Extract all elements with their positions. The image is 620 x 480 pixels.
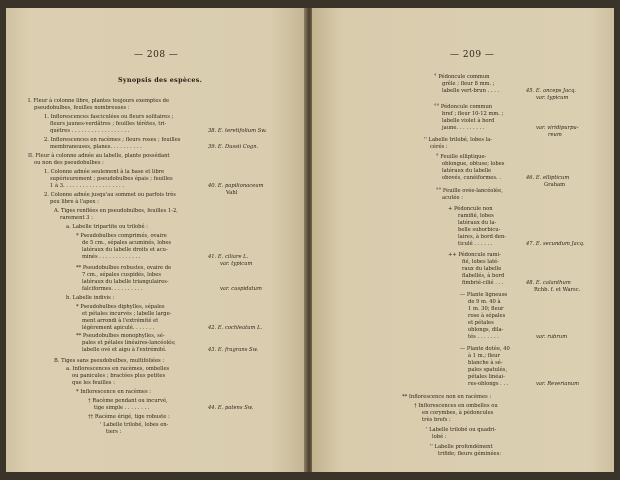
text-line: lobé : bbox=[432, 434, 447, 440]
text-line: '' Labelle profondément bbox=[430, 444, 493, 450]
text-line: ++ Pédoncule rami- bbox=[448, 252, 501, 258]
text-line: ° Pédoncule commun bbox=[434, 74, 490, 80]
text-line: oblongue, obtuse; lobes bbox=[442, 161, 505, 167]
species-variety: var. rubrum bbox=[536, 334, 568, 340]
text-line: supérieurement ; pseudobulbes épais ; feuilles bbox=[50, 176, 173, 182]
section-heading: Synopsis des espèces. bbox=[118, 76, 203, 84]
species-author: Graham bbox=[544, 182, 566, 188]
text-line: * Pseudobulbes comprimés, ovaire bbox=[76, 233, 167, 239]
text-line: cérés : bbox=[430, 144, 448, 150]
text-line: II. Fleur à colonne adnée au labelle, plante possédant bbox=[28, 153, 170, 159]
text-line: latéraux du la- bbox=[458, 220, 497, 226]
text-line: acutée : bbox=[442, 195, 463, 201]
page-number-left: — 208 — bbox=[134, 50, 179, 60]
species-name: 40. E. papilionaceum bbox=[208, 183, 264, 189]
text-line: † Racème pendant ou incurvé, bbox=[88, 398, 168, 404]
text-line: 1. Inflorescences fasciculées ou fleurs solitaires ; bbox=[44, 114, 174, 120]
text-line: 2. Inflorescences en racèmes ; fleurs roses ; feuilles bbox=[44, 137, 181, 143]
text-line: tige simple . . . . . . . . bbox=[94, 405, 150, 411]
text-line: blanche à sé- bbox=[468, 360, 503, 366]
species-variety: var. typicum bbox=[220, 261, 253, 267]
text-line: * Inflorescence en racèmes : bbox=[76, 389, 152, 395]
text-line: bref ; fleur 10-12 mm. ; bbox=[442, 111, 504, 117]
text-line: pétales linéai- bbox=[468, 374, 505, 380]
text-line: B. Tiges sans pseudobulbes, multifoliées : bbox=[54, 358, 165, 364]
text-line: obovés, cunéiformes. . bbox=[442, 175, 501, 181]
text-line: latéraux du labelle droits et acu- bbox=[82, 247, 168, 253]
text-line: 7 cm., sépales cuspidés, lobes bbox=[82, 272, 161, 278]
text-line: a. Labelle tripartite ou trilobé : bbox=[66, 224, 148, 230]
text-line: fimbrié-cilié . . . bbox=[462, 280, 504, 286]
text-line: trifide; fleurs géminées: bbox=[438, 451, 501, 457]
text-line: ** Pseudobulbes monophylles, sé- bbox=[76, 333, 165, 339]
text-line: latéraux du labelle bbox=[442, 168, 492, 174]
species-name: 41. E. ciliare L. bbox=[208, 254, 249, 260]
text-line: ° Feuille elliptique- bbox=[436, 154, 487, 160]
text-line: ou non des pseudobulbes : bbox=[34, 160, 104, 166]
text-line: — Plante dotée, 40 bbox=[460, 346, 510, 352]
species-name: 38. E. teretifolium Sw. bbox=[208, 128, 267, 134]
text-line: jaune. . . . . . . . . bbox=[442, 125, 485, 131]
text-line: ramifié, lobes bbox=[458, 213, 494, 219]
text-line: en corymbes, à pédoncules bbox=[422, 410, 494, 416]
text-line: tés . . . . . . . bbox=[468, 334, 499, 340]
species-author: Rchb. f. et Warsc. bbox=[534, 287, 581, 293]
text-line: à 1 m.; fleur bbox=[468, 353, 501, 359]
species-name: 47. E. secundum Jacq. bbox=[526, 241, 585, 247]
text-line: quètres . . . . . . . . . . . . . . . . . . bbox=[50, 128, 130, 134]
text-line: et pétales bbox=[468, 320, 494, 326]
text-line: que les feuilles : bbox=[72, 380, 115, 386]
species-author: Vahl bbox=[226, 190, 238, 196]
species-variety: var. cuspidatum bbox=[220, 286, 262, 292]
text-line: ' Labelle trilobé, lobes en- bbox=[100, 422, 169, 428]
text-line: pales et pétales linéaires-lancéolés; bbox=[82, 340, 176, 346]
species-name: 43. E. fragrans Sw. bbox=[208, 347, 259, 353]
text-line: minés . . . . . . . . . . . . . bbox=[82, 254, 141, 260]
text-line: °° Feuille ovée-lancéolée, bbox=[436, 188, 503, 194]
text-line: tiers : bbox=[106, 429, 122, 435]
text-line: labelle vert-brun . . . . bbox=[442, 88, 500, 94]
text-line: et pétales incurvés ; labelle large- bbox=[82, 311, 172, 317]
text-line: de 5 cm., sépales acuminés, lobes bbox=[82, 240, 172, 246]
species-variety: reum bbox=[548, 132, 562, 138]
text-line: fleurs jaunes-verdâtres ; feuilles térètes, tri- bbox=[50, 121, 167, 127]
text-line: a. Inflorescences en racèmes, ombelles bbox=[66, 366, 170, 372]
left-page bbox=[6, 8, 306, 472]
text-line: peu libre à l'apex : bbox=[50, 199, 99, 205]
text-line: grêle ; fleur 8 mm. ; bbox=[442, 81, 495, 87]
right-page bbox=[312, 8, 614, 472]
text-line: ou panicules ; bractées plus petites bbox=[72, 373, 166, 379]
text-line: I. Fleur à colonne libre, plantes toujours exemptes de bbox=[28, 98, 170, 104]
text-line: très brefs : bbox=[422, 417, 451, 423]
text-line: labelle violet à bord bbox=[442, 118, 495, 124]
text-line: + Pédoncule non bbox=[448, 206, 493, 212]
species-name: 46. E. ellipticum bbox=[526, 175, 570, 181]
species-variety: var. typicum bbox=[536, 95, 569, 101]
text-line: A. Tiges renflées en pseudobulbes, feuilles 1-2, bbox=[54, 208, 178, 214]
text-line: 1. Colonne adnée seulement à la base et libre bbox=[44, 169, 165, 175]
text-line: laires, à bord den- bbox=[458, 234, 507, 240]
text-line: ** Pseudobulbes robustes, ovaire de bbox=[76, 265, 172, 271]
text-line: belle suborbicu- bbox=[458, 227, 501, 233]
text-line: de 9 m. 40 à bbox=[468, 299, 501, 305]
text-line: pseudobulbes, feuilles nombreuses : bbox=[34, 105, 130, 111]
text-line: res-oblongs . . . bbox=[468, 381, 509, 387]
page-number-right: — 209 — bbox=[450, 50, 495, 60]
text-line: rarement 3 : bbox=[60, 215, 93, 221]
text-line: 1 à 3. . . . . . . . . . . . . . . . . . . bbox=[50, 183, 125, 189]
text-line: pales spatulés, bbox=[468, 367, 507, 373]
text-line: ** Inflorescence non en racèmes : bbox=[402, 394, 492, 400]
text-line: ' Labelle trilobé ou quadri- bbox=[426, 427, 497, 433]
text-line: ticulé . . . . . . bbox=[458, 241, 493, 247]
text-line: raux du labelle bbox=[462, 266, 502, 272]
text-line: oblongs, dila- bbox=[468, 327, 504, 333]
text-line: fié, lobes laté- bbox=[462, 259, 499, 265]
text-line: †† Racème érigé, tige robuste : bbox=[88, 414, 170, 420]
text-line: ment arrondi à l'extrémité et bbox=[82, 318, 159, 324]
text-line: falciformes. . . . . . . . . . bbox=[82, 286, 143, 292]
text-line: °° Pédoncule commun bbox=[434, 104, 493, 110]
species-name: 48. E. calanthum bbox=[526, 280, 571, 286]
text-line: membraneuses, planes. . . . . . . . . . bbox=[50, 144, 142, 150]
text-line: 2. Colonne adnée jusqu'au sommet ou parfois très bbox=[44, 192, 176, 198]
species-variety: var. Reverianum bbox=[536, 381, 580, 387]
species-name: 44. E. patens Sw. bbox=[208, 405, 254, 411]
species-variety: var. viridipurpu- bbox=[536, 125, 579, 131]
text-line: légèrement apiculé. . . . . . . bbox=[82, 325, 155, 331]
text-line: '' Labelle trilobé, lobes la- bbox=[424, 137, 493, 143]
text-line: 1 m. 30; fleur bbox=[468, 306, 504, 312]
text-line: * Pseudobulbes diphylles, sépales bbox=[76, 304, 165, 310]
text-line: flabellés, à bord bbox=[462, 273, 505, 279]
text-line: — Plante ligneuse bbox=[460, 292, 508, 298]
text-line: b. Labelle indivis : bbox=[66, 295, 115, 301]
text-line: latéraux du labelle triangulaires- bbox=[82, 279, 169, 285]
species-name: 45. E. anceps Jacq. bbox=[526, 88, 577, 94]
text-line: † Inflorescences en ombelles ou bbox=[414, 403, 498, 409]
text-line: labelle ové et aigu à l'extrémité. bbox=[82, 347, 167, 353]
text-line: rose à sépales bbox=[468, 313, 506, 319]
species-name: 42. E. cochleatum L. bbox=[208, 325, 263, 331]
species-name: 39. E. Dussii Cogn. bbox=[208, 144, 259, 150]
